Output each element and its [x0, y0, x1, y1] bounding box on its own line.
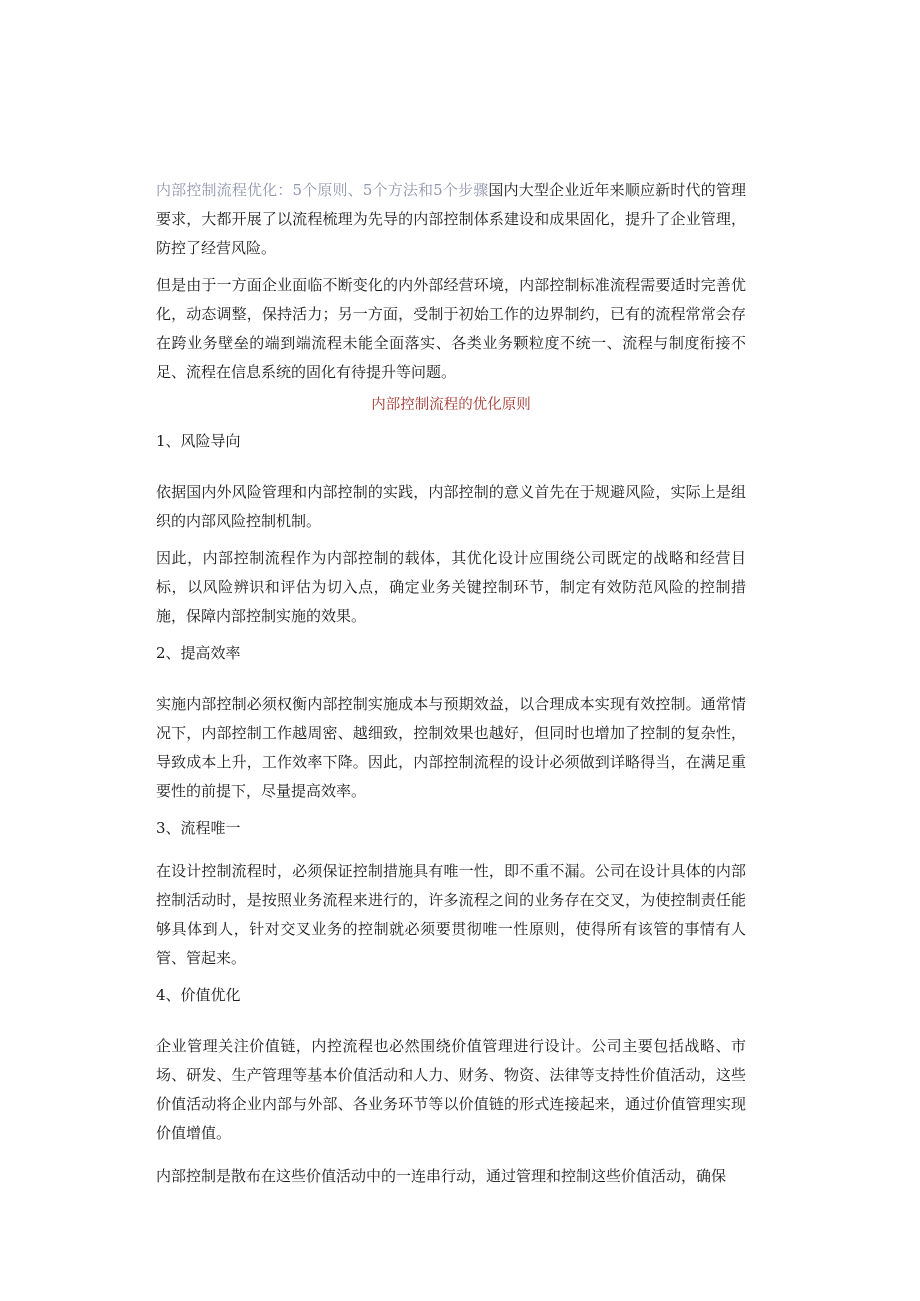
- intro-text: 国内大型企业近年来顺应新时代的管理要求，大都开展了以流程梳理为先导的内部控制体系建设和成果固化，提升了企业管理，防控了经营风险。: [156, 181, 746, 257]
- paragraph-value-2: 内部控制是散布在这些价值活动中的一连串行动，通过管理和控制这些价值活动，确保: [156, 1167, 727, 1185]
- heading-process-unique: 3、流程唯一: [156, 819, 241, 837]
- paragraph-risk-1: 依据国内外风险管理和内部控制的实践，内部控制的意义首先在于规避风险，实际上是组织的内部风险控制机制。: [156, 483, 746, 530]
- paragraph-risk-2: 因此，内部控制流程作为内部控制的载体，其优化设计应围绕公司既定的战略和经营目标，以风险辨识和评估为切入点，确定业务关键控制环节，制定有效防范风险的控制措施，保障内部控制实施的效果。: [156, 549, 746, 625]
- heading-efficiency: 2、提高效率: [156, 644, 241, 662]
- intro-paragraph: [156, 176, 746, 263]
- document-title: 内部控制流程优化：5个原则、5个方法和5个步骤: [156, 181, 489, 199]
- heading-risk-orientation: 1、风险导向: [156, 432, 241, 450]
- document-page: [156, 176, 746, 1191]
- heading-value-optimization: 4、价值优化: [156, 986, 241, 1004]
- section-title: 内部控制流程的优化原则: [371, 397, 531, 413]
- paragraph-efficiency: 实施内部控制必须权衡内部控制实施成本与预期效益，以合理成本实现有效控制。通常情况下，内部控制工作越周密、越细致，控制效果也越好，但同时也增加了控制的复杂性，导致成本上升，工作效率下降。因此，内部控制流程的设计必须做到详略得当，在满足重要性的前提下，尽量提高效率。: [156, 695, 746, 800]
- paragraph-process-unique: 在设计控制流程时，必须保证控制措施具有唯一性，即不重不漏。公司在设计具体的内部控制活动时，是按照业务流程来进行的，许多流程之间的业务存在交叉，为使控制责任能够具体到人，针对交叉业务的控制就必须要贯彻唯一性原则，使得所有该管的事情有人管、管起来。: [156, 862, 746, 967]
- paragraph-background: 但是由于一方面企业面临不断变化的内外部经营环境，内部控制标准流程需要适时完善优化，动态调整，保持活力；另一方面，受制于初始工作的边界制约，已有的流程常常会存在跨业务壁垒的端到端流程未能全面落实、各类业务颗粒度不统一、流程与制度衔接不足、流程在信息系统的固化有待提升等问题。: [156, 276, 746, 381]
- paragraph-value-1: 企业管理关注价值链，内控流程也必然围绕价值管理进行设计。公司主要包括战略、市场、研发、生产管理等基本价值活动和人力、财务、物资、法律等支持性价值活动，这些价值活动将企业内部与外部、各业务环节等以价值链的形式连接起来，通过价值管理实现价值增值。: [156, 1037, 746, 1142]
